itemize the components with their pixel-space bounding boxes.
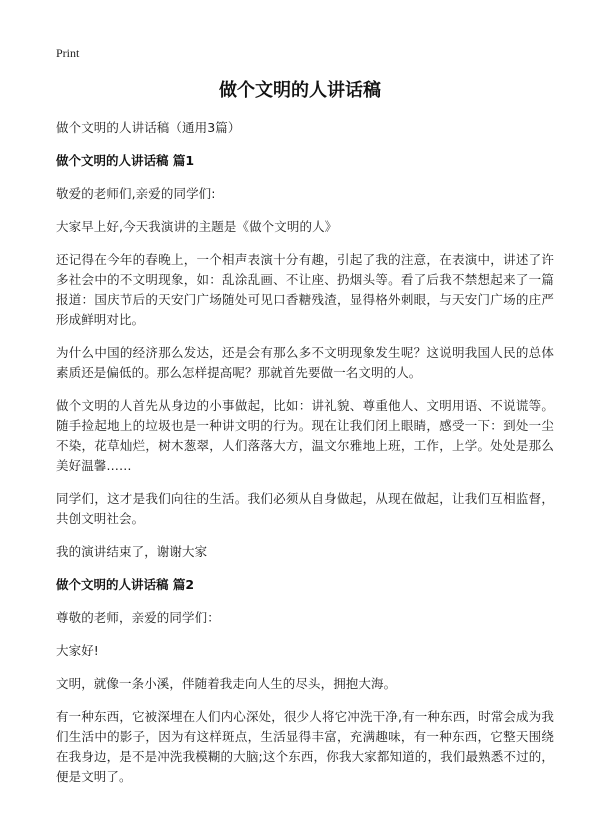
section-1-paragraph-6: 同学们，这才是我们向往的生活。我们必须从自身做起，从现在做起，让我们互相监督，共创文明社会。 [56, 491, 554, 526]
page-title: 做个文明的人讲话稿 [219, 80, 381, 101]
document-body [56, 118, 554, 787]
section-1-paragraph-7: 我的演讲结束了，谢谢大家 [56, 544, 208, 559]
section-2-paragraph-3: 文明，就像一条小溪，伴随着我走向人生的尽头，拥抱大海。 [56, 676, 397, 691]
section-2-paragraph-2: 大家好! [56, 643, 99, 658]
section-2-paragraph-1: 尊敬的老师，亲爱的同学们： [56, 610, 220, 625]
section-heading-2: 做个文明的人讲话稿 篇2 [56, 577, 195, 592]
section-2-paragraph-4: 有一种东西，它被深埋在人们内心深处，很少人将它冲洗干净,有一种东西，时常会成为我们生活中的影子，因为有这样斑点，生活显得丰富，充满趣味，有一种东西，它整天围绕在我身边，是不是冲洗我模糊的大脑;这个东西，你我大家都知道的，我们最熟悉不过的，便是文明了。 [56, 709, 554, 784]
section-1-paragraph-2: 大家早上好,今天我演讲的主题是《做个文明的人》 [56, 219, 338, 234]
section-1-paragraph-1: 敬爱的老师们,亲爱的同学们: [56, 186, 216, 201]
section-1-paragraph-5: 做个文明的人首先从身边的小事做起，比如：讲礼貌、尊重他人、文明用语、不说谎等。随手捡起地上的垃圾也是一种讲文明的行为。现在让我们闭上眼睛，感受一下：到处一尘不染，花草灿烂，树木葱翠，人们落落大方，温文尔雅地上班，工作，上学。处处是那么美好温馨…… [56, 398, 554, 473]
document-subtitle: 做个文明的人讲话稿（通用3篇） [56, 120, 241, 135]
section-1-paragraph-4: 为什么中国的经济那么发达，还是会有那么多不文明现象发生呢？这说明我国人民的总体素质还是偏低的。那么怎样提高呢？那就首先要做一名文明的人。 [56, 345, 554, 380]
section-1-paragraph-3: 还记得在今年的春晚上，一个相声表演十分有趣，引起了我的注意，在表演中，讲述了许多社会中的不文明现象，如：乱涂乱画、不让座、扔烟头等。看了后我不禁想起来了一篇报道：国庆节后的天安门广场随处可见口香糖残渣，显得格外刺眼，与天安门广场的庄严形成鲜明对比。 [56, 252, 554, 327]
section-heading-1: 做个文明的人讲话稿 篇1 [56, 153, 195, 168]
print-link[interactable]: Print [56, 46, 80, 60]
